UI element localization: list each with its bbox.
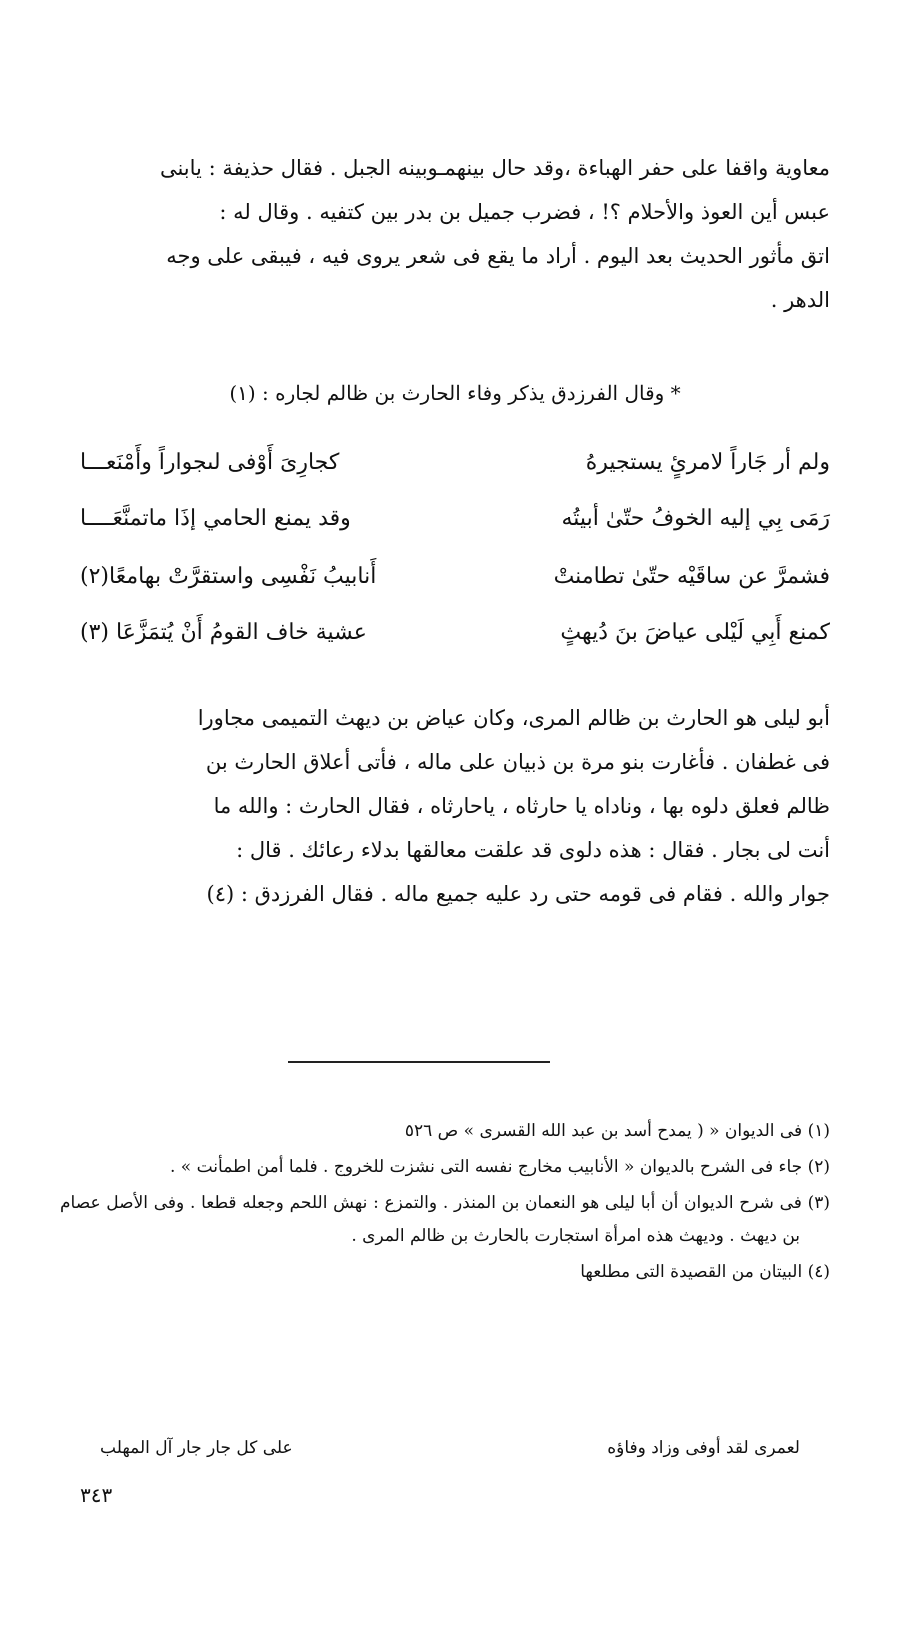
footnote: (٢) جاء فى الشرح بالديوان « الأنابيب مخارج نفسه التى نشزت للخروج . فلما أمن اطمأنت » .: [169, 1157, 830, 1177]
footnote-divider: [288, 1061, 550, 1063]
verse-line: [80, 552, 830, 602]
verse-second-hemistich: كجارِىَ أَوْفى لىجواراً وأَمْنَعـــا: [80, 450, 340, 475]
paragraph-line: أبو ليلى هو الحارث بن ظالم المرى، وكان عياض بن ديهث التميمى مجاورا: [197, 706, 830, 730]
paragraph-line: أنت لى بجار . فقال : هذه دلوى قد علقت معالقها بدلاء رعائك . قال :: [236, 838, 830, 862]
verse-second-hemistich: وقد يمنع الحامي إذَا ماتمنَّعَــــا: [80, 506, 351, 531]
footnote: (٤) البيتان من القصيدة التى مطلعها: [580, 1262, 830, 1282]
verse-first-hemistich: كمنع أَبِي لَيْلى عياضَ بنَ دُيهثٍ: [560, 620, 830, 645]
paragraph-line: جوار والله . فقام فى قومه حتى رد عليه جميع ماله . فقال الفرزدق : (٤): [206, 882, 830, 906]
footnotes: [60, 1115, 830, 1292]
paragraph-line: ظالم فعلق دلوه بها ، وناداه يا حارثاه ، ياحارثاه ، فقال الحارث : والله ما: [213, 794, 830, 818]
footnote-verse: [100, 1432, 800, 1464]
verse-first-hemistich: رَمَى بِي إليه الخوفُ حتّىٰ أبيتُه: [561, 506, 830, 531]
poem-heading: * وقال الفرزدق يذكر وفاء الحارث بن ظالم لجاره : (١): [229, 381, 681, 405]
opening-paragraph: [80, 146, 830, 322]
page-number: ٣٤٣: [80, 1483, 113, 1507]
verse-second-hemistich: على كل جار جار آل المهلب: [100, 1438, 293, 1458]
verse-line: [80, 438, 830, 488]
verse-second-hemistich: عشية خاف القومُ أَنْ يُتمَزَّعَا (٣): [80, 620, 367, 645]
paragraph-line: الدهر .: [770, 288, 830, 312]
verse-line: [80, 494, 830, 544]
verse-first-hemistich: ولم أر جَاراً لامرئٍ يستجيرهُ: [585, 450, 830, 475]
footnote: (٣) فى شرح الديوان أن أبا ليلى هو النعمان بن المنذر . والتمزع : نهش اللحم وجعله قطعا . وفى الأصل عصام بن ديهث . وديهث هذه امرأة استجارت بالحارث بن ظالم المرى .: [60, 1193, 830, 1246]
verse-line: [80, 608, 830, 658]
paragraph-line: اتق مأثور الحديث بعد اليوم . أراد ما يقع فى شعر يروى فيه ، فيبقى على وجه: [166, 244, 830, 268]
paragraph-line: فى غطفان . فأغارت بنو مرة بن ذبيان على ماله ، فأتى أعلاق الحارث بن: [205, 750, 830, 774]
verse-first-hemistich: فشمرَّ عن ساقَيْه حتّىٰ تطامنتْ: [553, 564, 830, 589]
commentary-paragraph: [80, 696, 830, 916]
paragraph-line: معاوية واقفا على حفر الهباءة ،وقد حال بينهمـوبينه الجبل . فقال حذيفة : يابنى: [159, 156, 830, 180]
verse-second-hemistich: أَنابيبُ نَفْسِى واستقرَّتْ بهامعًا(٢): [80, 564, 377, 589]
verse-first-hemistich: لعمرى لقد أوفى وزاد وفاؤه: [607, 1438, 800, 1458]
paragraph-line: عبس أين العوذ والأحلام ؟! ، فضرب جميل بن بدر بين كتفيه . وقال له :: [219, 200, 830, 224]
footnote: (١) فى الديوان « ( يمدح أسد بن عبد الله القسرى » ص ٥٢٦: [404, 1121, 830, 1141]
